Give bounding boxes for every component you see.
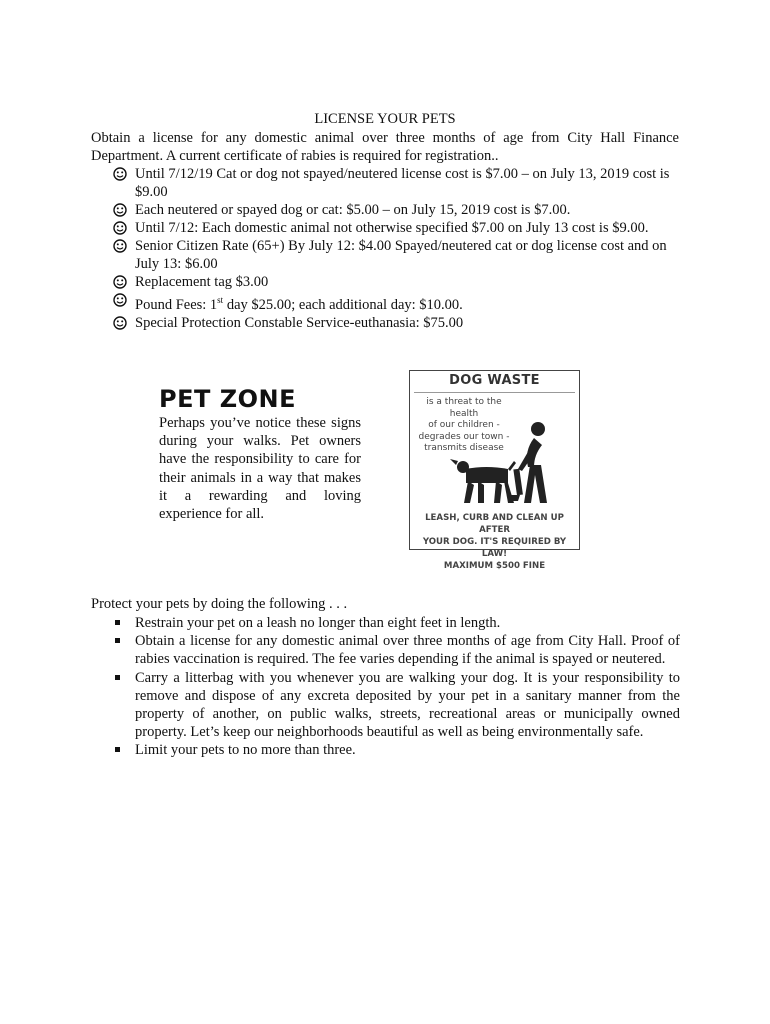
smiley-face-icon: [113, 239, 127, 253]
page-title: LICENSE YOUR PETS: [314, 111, 456, 127]
protect-heading: Protect your pets by doing the following . . .: [91, 596, 348, 612]
pet-zone-paragraph: Perhaps you’ve notice these signs during your walks. Pet owners have the responsibility to care for their animals in a way that makes it a rewarding and loving experience for all.: [159, 415, 361, 523]
fee-item-text: Each neutered or spayed dog or cat: $5.00 – on July 15, 2019 cost is $7.00.: [135, 202, 571, 218]
list-item: [113, 669, 680, 742]
smiley-face-icon: [113, 316, 127, 330]
square-bullet-icon: [115, 638, 120, 643]
fee-item: [113, 291, 683, 314]
smiley-face-icon: [113, 167, 127, 181]
sign-subtitle-line: degrades our town -: [418, 431, 510, 442]
list-item-text: Obtain a license for any domestic animal over three months of age from City Hall. Proof of rabies vaccination is required. The fee varies depending if the animal is spayed or neutered.: [135, 633, 680, 668]
list-item: [113, 741, 680, 759]
fee-item-text: Until 7/12: Each domestic animal not otherwise specified $7.00 on July 13 cost is $9.00.: [135, 220, 649, 236]
sign-subtitle-line: transmits disease: [424, 443, 504, 453]
sign-title: DOG WASTE: [449, 373, 540, 388]
list-item-text: Restrain your pet on a leash no longer than eight feet in length.: [135, 615, 501, 631]
sign-warning: [410, 512, 579, 572]
fee-item: [113, 219, 683, 237]
sign-warning-line: YOUR DOG. IT'S REQUIRED BY LAW!: [422, 537, 567, 559]
smiley-face-icon: [113, 275, 127, 289]
square-bullet-icon: [115, 675, 120, 680]
square-bullet-icon: [115, 747, 120, 752]
square-bullet-icon: [115, 620, 120, 625]
protect-list: [113, 614, 680, 760]
list-item: [113, 632, 680, 668]
dog-waste-sign: [409, 370, 580, 571]
list-item-text: Carry a litterbag with you whenever you are walking your dog. It is your responsibility to remove and dispose of any excreta deposited by your pet in a sanitary manner from the property of another, on public walks, streets, recreational areas or municipally owned property. Let’s keep our neighborhoods beautiful as well as being environmentally safe.: [135, 669, 680, 741]
sign-warning-line: LEASH, CURB AND CLEAN UP AFTER: [425, 513, 564, 535]
list-item: [113, 614, 680, 632]
sign-warning-line: MAXIMUM $500 FINE: [443, 561, 546, 571]
intro-paragraph: Obtain a license for any domestic animal over three months of age from City Hall Finance Department. A current certificate of rabies is required for registration..: [91, 130, 679, 164]
fee-item: [113, 165, 683, 201]
sign-divider: [414, 392, 575, 393]
fee-item-text: Replacement tag $3.00: [135, 274, 269, 290]
fee-item-text: [135, 297, 463, 313]
fee-item: [113, 273, 683, 291]
fee-item-text: Special Protection Constable Service-euthanasia: $75.00: [135, 314, 464, 331]
fee-item-text: Senior Citizen Rate (65+) By July 12: $4.00 Spayed/neutered cat or dog license cost and on July 13: $6.00: [135, 238, 667, 272]
pet-zone-heading: PET ZONE: [159, 385, 296, 413]
fee-text-part: Pound Fees: 1: [135, 296, 218, 313]
sign-subtitle-line: of our children -: [428, 420, 500, 430]
fee-list: [113, 165, 683, 332]
smiley-face-icon: [113, 221, 127, 235]
list-item-text: Limit your pets to no more than three.: [135, 742, 356, 759]
ordinal-suffix: st: [217, 295, 224, 305]
fee-item: [113, 314, 683, 332]
person-cleaning-after-dog-icon: [446, 411, 576, 511]
smiley-face-icon: [113, 203, 127, 217]
smiley-face-icon: [113, 293, 127, 307]
fee-text-part: day $25.00; each additional day: $10.00.: [223, 296, 463, 313]
fee-item: [113, 237, 683, 273]
fee-item: [113, 201, 683, 219]
sign-subtitle-line: is a threat to the health: [426, 397, 502, 419]
fee-item-text: Until 7/12/19 Cat or dog not spayed/neutered license cost is $7.00 – on July 13, 2019 cost is $9.00: [135, 166, 670, 200]
